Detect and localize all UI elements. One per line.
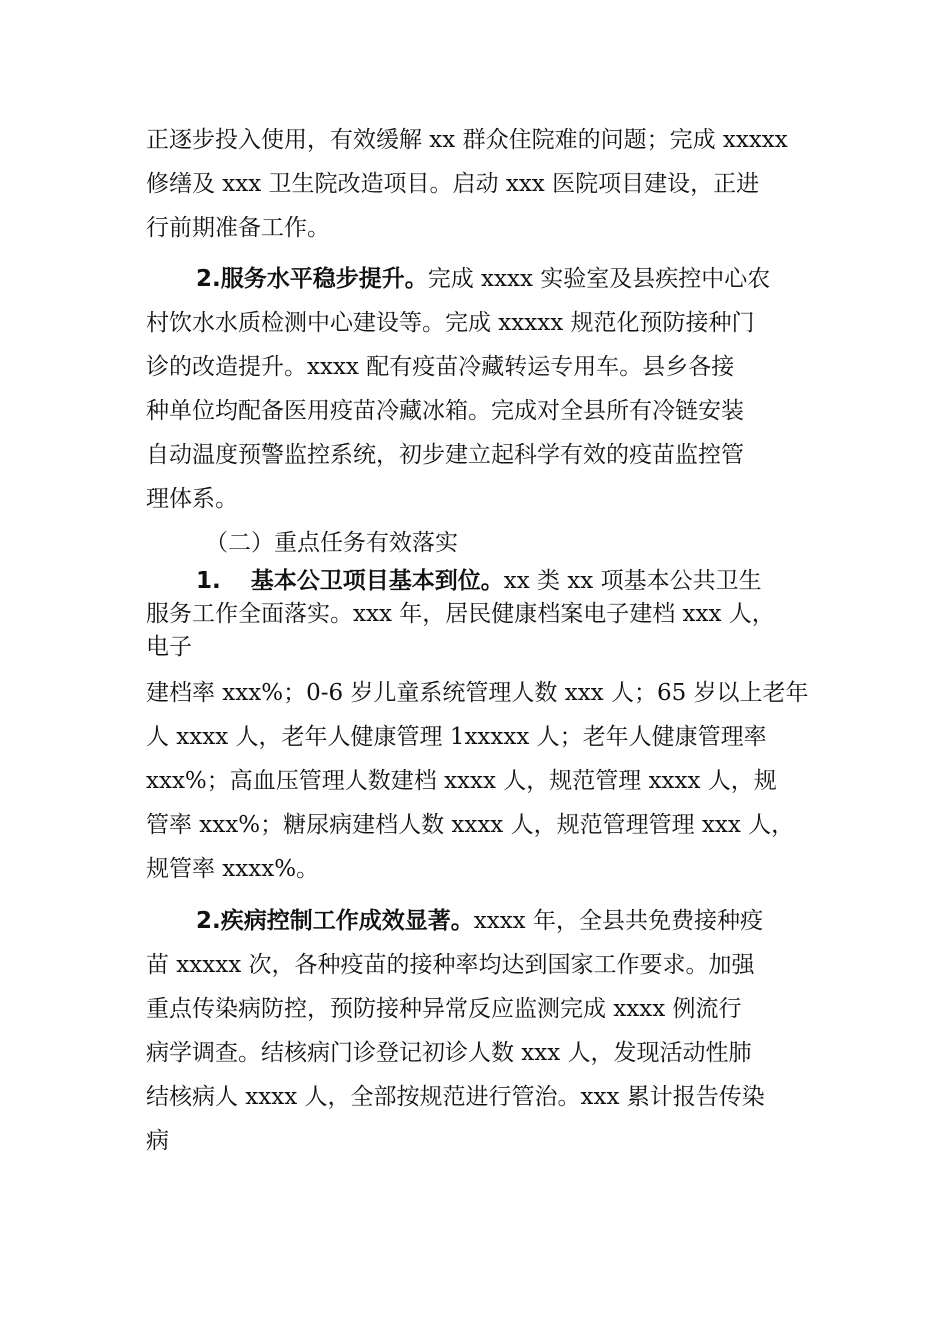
paragraph-line: 种单位均配备医用疫苗冷藏冰箱。完成对全县所有冷链安装 [146,398,744,424]
paragraph-line: 病学调查。结核病门诊登记初诊人数 xxx 人，发现活动性肺 [146,1040,752,1066]
paragraph-line: 理体系。 [146,486,238,512]
disease-control-heading: 2.疾病控制工作成效显著。 [196,908,474,934]
basic-health-paragraph-start [196,566,826,596]
paragraph-line: 病 [146,1128,169,1154]
paragraph-line: 村饮水水质检测中心建设等。完成 xxxxx 规范化预防接种门 [146,310,755,336]
paragraph-line: 苗 xxxxx 次，各种疫苗的接种率均达到国家工作要求。加强 [146,952,755,978]
paragraph-line: 电子 [146,634,192,660]
paragraph-line: 服务工作全面落实。xxx 年，居民健康档案电子建档 xxx 人， [146,601,775,627]
paragraph-line: 修缮及 xxx 卫生院改造项目。启动 xxx 医院项目建设，正进 [146,171,760,197]
paragraph-text: 完成 xxxx [427,266,541,292]
service-level-paragraph-start [196,264,826,294]
paragraph-line: 结核病人 xxxx 人，全部按规范进行管治。xxx 累计报告传染 [146,1084,765,1110]
paragraph-text: 实验室及县疾控中心农 [540,266,771,292]
paragraph-line: xxx%；高血压管理人数建档 xxxx 人，规范管理 xxxx 人，规 [146,768,777,794]
paragraph-line: 自动温度预警监控系统，初步建立起科学有效的疫苗监控管 [146,442,744,468]
paragraph-line: 重点传染病防控，预防接种异常反应监测完成 xxxx 例流行 [146,996,742,1022]
service-level-heading: 2.服务水平稳步提升。 [196,266,428,292]
disease-control-paragraph-start [196,906,826,936]
paragraph-text: xx 类 xx 项基本公共卫生 [503,568,762,594]
paragraph-line: 建档率 xxx%；0-6 岁儿童系统管理人数 xxx 人；65 岁以上老年 [146,680,809,706]
section-heading: （二）重点任务有效落实 [205,530,458,556]
paragraph-line: 诊的改造提升。xxxx 配有疫苗冷藏转运专用车。县乡各接 [146,354,735,380]
basic-health-heading: 基本公卫项目基本到位。 [250,568,504,594]
paragraph-text: xxxx 年，全县共免费接种疫 [473,908,763,934]
paragraph-line: 管率 xxx%；糖尿病建档人数 xxxx 人，规范管理管理 xxx 人， [146,812,795,838]
paragraph-line: 行前期准备工作。 [146,215,330,241]
paragraph-line: 人 xxxx 人，老年人健康管理 1xxxxx 人；老年人健康管理率 [146,724,767,750]
paragraph-line: 规管率 xxxx%。 [146,856,320,882]
basic-health-number: 1. [196,568,221,594]
paragraph-line: 正逐步投入使用，有效缓解 xx 群众住院难的问题；完成 xxxxx [146,127,788,153]
